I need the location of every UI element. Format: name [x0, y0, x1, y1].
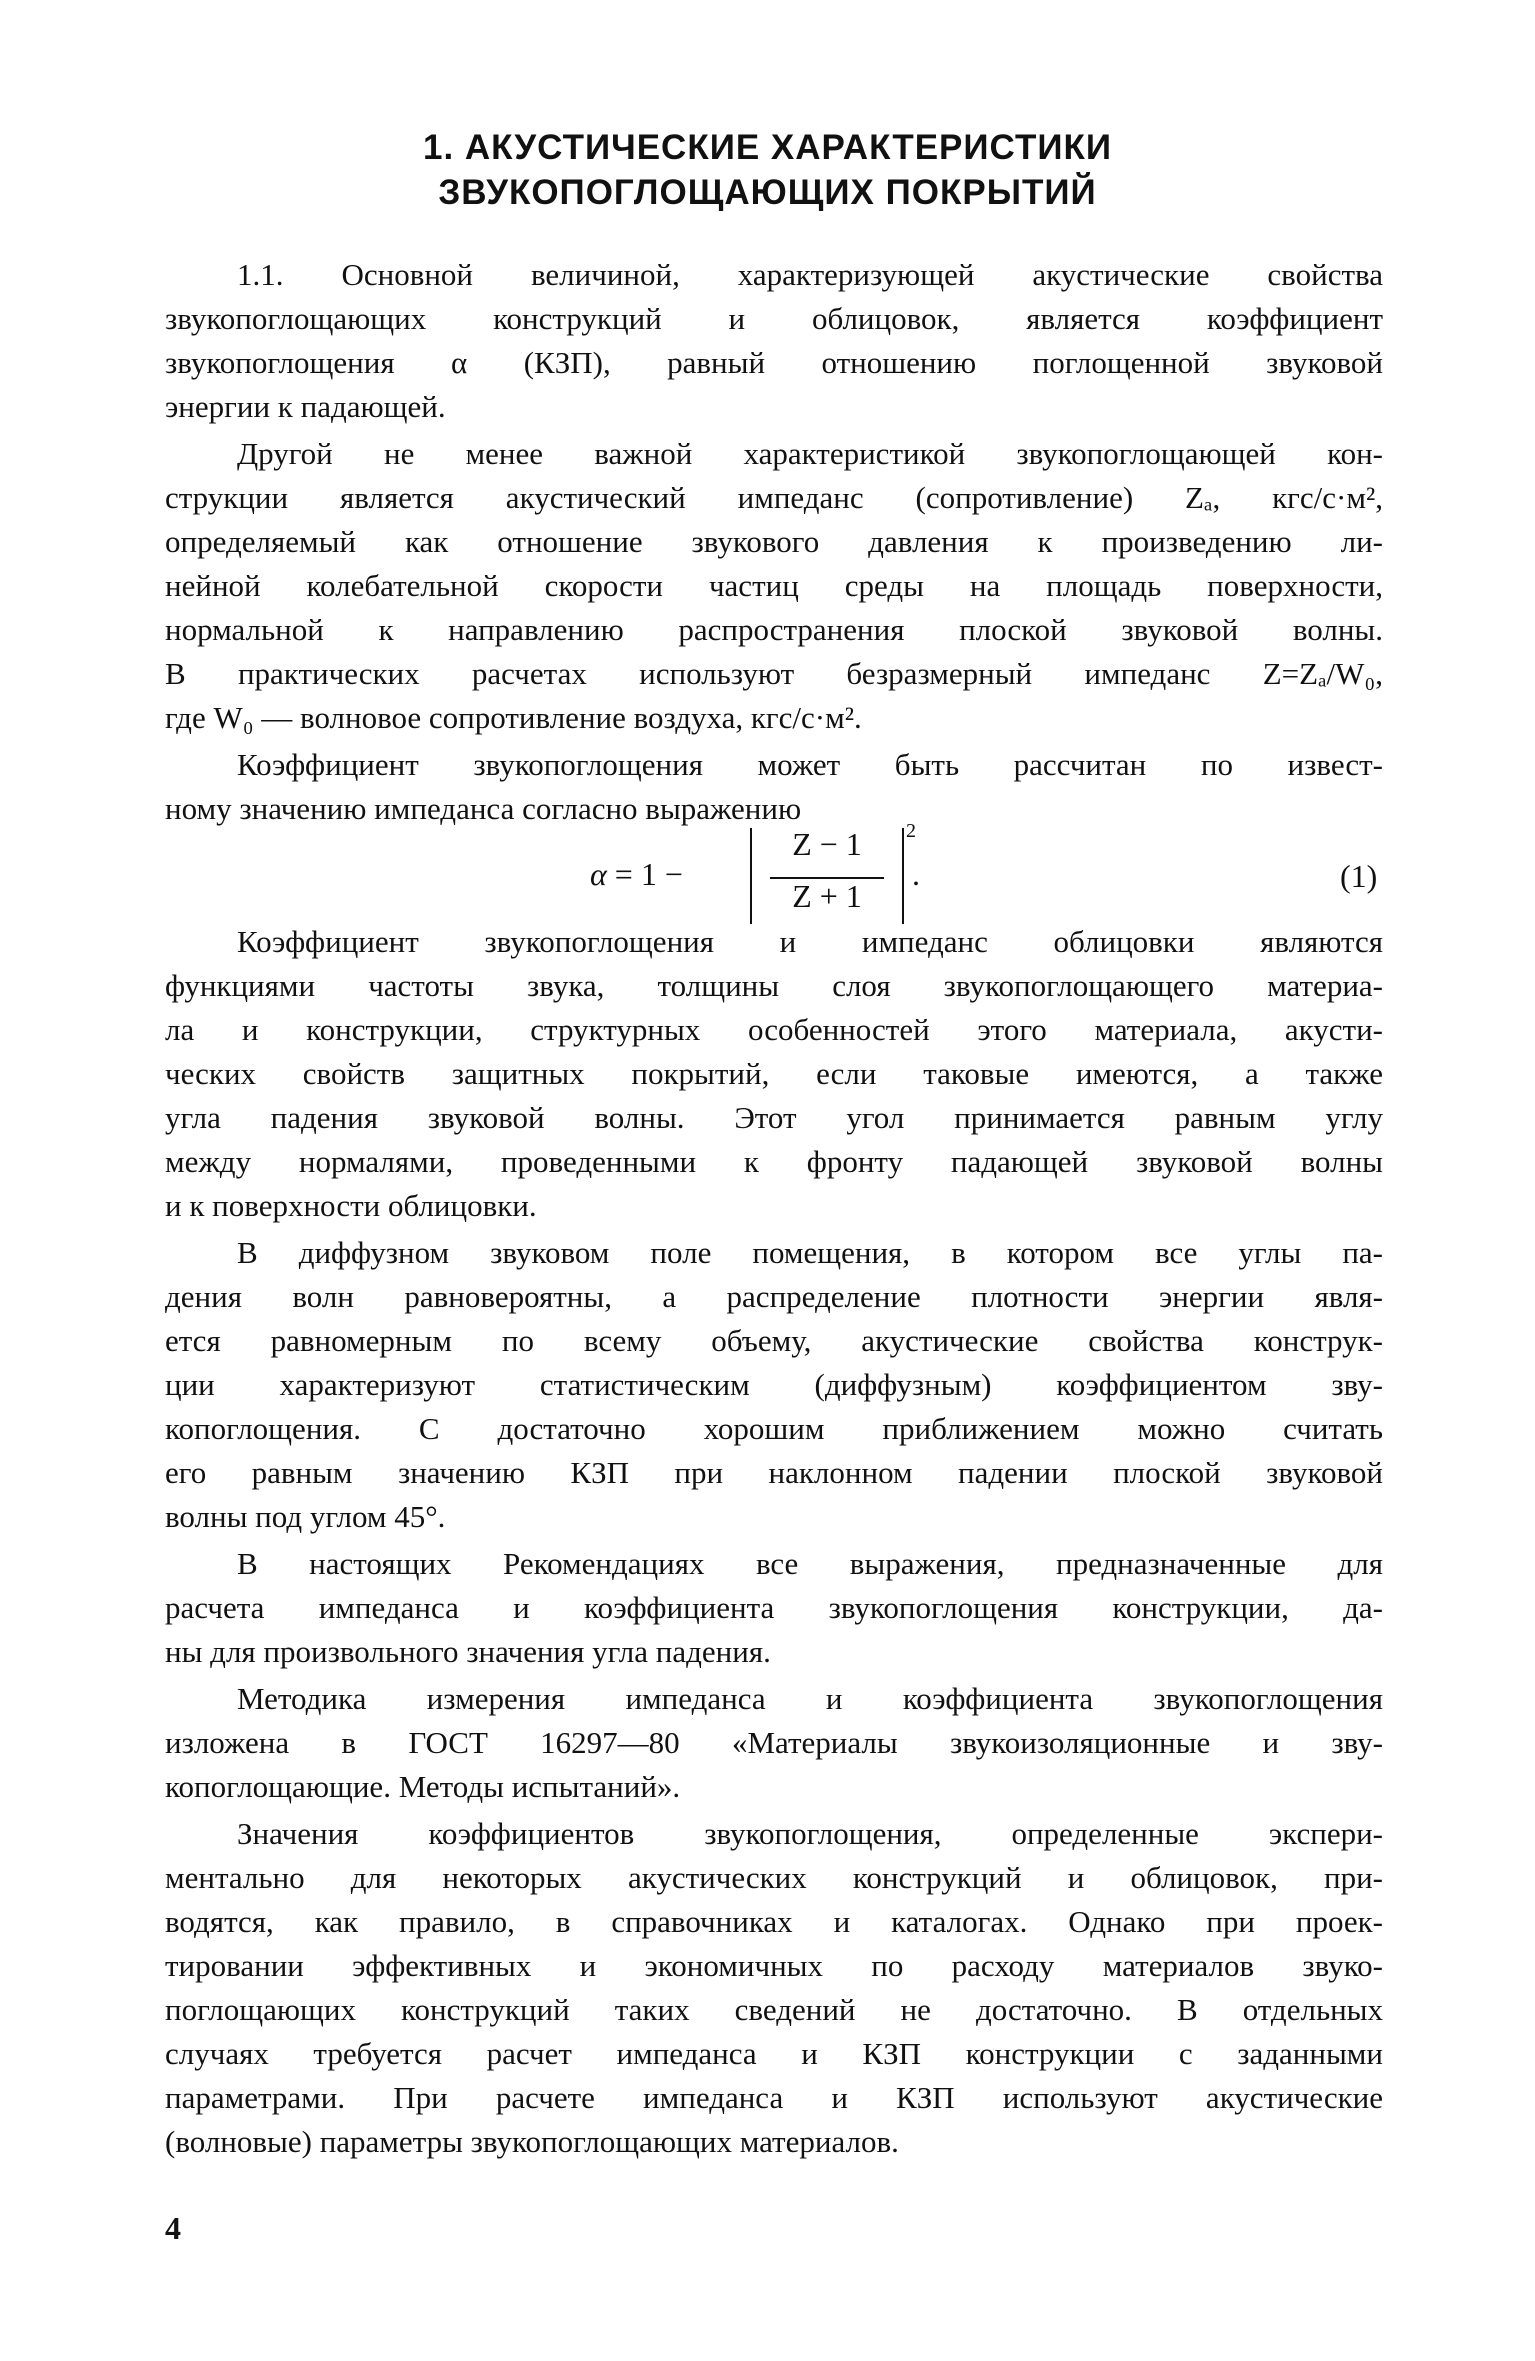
formula-lhs: = 1 −: [606, 856, 683, 892]
text-line: и к поверхности облицовки.: [165, 1188, 537, 1223]
text-line: В диффузном звуковом поле помещения, в котором все углы па-: [237, 1235, 1383, 1270]
paragraph: [165, 1542, 1383, 1674]
text-line: Коэффициент звукопоглощения и импеданс облицовки являются: [237, 924, 1383, 959]
text-line: ментально для некоторых акустических конструкций и облицовок, при-: [165, 1860, 1383, 1895]
text-line: нейной колебательной скорости частиц среды на площадь поверхности,: [165, 568, 1383, 603]
text-line: Коэффициент звукопоглощения может быть рассчитан по извест-: [237, 747, 1383, 782]
body-text-before-formula: [165, 253, 1383, 834]
text-line: тировании эффективных и экономичных по расходу материалов звуко-: [165, 1948, 1383, 1983]
text-line: ны для произвольного значения угла падения.: [165, 1634, 771, 1669]
text-line: водятся, как правило, в справочниках и каталогах. Однако при проек-: [165, 1904, 1383, 1939]
text-line: В практических расчетах используют безразмерный импеданс Z=Zₐ/W₀,: [165, 656, 1383, 691]
text-line: его равным значению КЗП при наклонном падении плоской звуковой: [165, 1455, 1383, 1490]
body-text-after-formula: [165, 920, 1383, 2167]
text-line: ному значению импеданса согласно выражению: [165, 791, 802, 826]
text-line: ческих свойств защитных покрытий, если таковые имеются, а также: [165, 1056, 1383, 1091]
formula-exponent: 2: [906, 820, 916, 842]
section-heading-line-1: 1. АКУСТИЧЕСКИЕ ХАРАКТЕРИСТИКИ: [422, 128, 1113, 167]
text-line: расчета импеданса и коэффициента звукопоглощения конструкции, да-: [165, 1590, 1383, 1625]
text-line: 1.1. Основной величиной, характеризующей акустические свойства: [237, 257, 1383, 292]
text-line: Другой не менее важной характеристикой звукопоглощающей кон-: [237, 436, 1383, 471]
text-line: (волновые) параметры звукопоглощающих материалов.: [165, 2124, 899, 2159]
page-number: 4: [165, 2210, 181, 2246]
formula-period: .: [912, 856, 920, 892]
text-line: ции характеризуют статистическим (диффузным) коэффициентом зву-: [165, 1367, 1383, 1402]
paragraph: [165, 432, 1383, 740]
text-line: поглощающих конструкций таких сведений не достаточно. В отдельных: [165, 1992, 1383, 2027]
text-line: угла падения звуковой волны. Этот угол принимается равным углу: [165, 1100, 1383, 1135]
section-heading-line-2: ЗВУКОПОГЛОЩАЮЩИХ ПОКРЫТИЙ: [438, 173, 1097, 212]
formula-numerator: Z − 1: [792, 826, 862, 862]
text-line: копоглощающие. Методы испытаний».: [165, 1769, 681, 1804]
text-line: нормальной к направлению распространения плоской звуковой волны.: [165, 612, 1383, 647]
text-line: звукопоглощающих конструкций и облицовок, является коэффициент: [165, 301, 1383, 336]
paragraph: [165, 743, 1383, 831]
text-line: ется равномерным по всему объему, акустические свойства конструк-: [165, 1323, 1383, 1358]
text-line: энергии к падающей.: [165, 389, 446, 424]
text-line: Методика измерения импеданса и коэффициента звукопоглощения: [237, 1681, 1383, 1716]
text-line: копоглощения. С достаточно хорошим приближением можно считать: [165, 1411, 1383, 1446]
text-line: ла и конструкции, структурных особенностей этого материала, акусти-: [165, 1012, 1383, 1047]
text-line: изложена в ГОСТ 16297—80 «Материалы звукоизоляционные и зву-: [165, 1725, 1383, 1760]
text-line: параметрами. При расчете импеданса и КЗП используют акустические: [165, 2080, 1383, 2115]
text-line: В настоящих Рекомендациях все выражения, предназначенные для: [237, 1546, 1383, 1581]
formula-1: [0, 820, 1535, 930]
formula-denominator: Z + 1: [792, 878, 862, 914]
paragraph: [165, 253, 1383, 429]
equation-number: (1): [1340, 858, 1378, 894]
text-line: случаях требуется расчет импеданса и КЗП конструкции с заданными: [165, 2036, 1383, 2071]
text-line: функциями частоты звука, толщины слоя звукопоглощающего материа-: [165, 968, 1383, 1003]
text-line: звукопоглощения α (КЗП), равный отношению поглощенной звуковой: [165, 345, 1383, 380]
paragraph: [165, 1812, 1383, 2164]
paragraph: [165, 920, 1383, 1228]
text-line: Значения коэффициентов звукопоглощения, определенные экспери-: [237, 1816, 1383, 1851]
text-line: дения волн равновероятны, а распределение плотности энергии явля-: [165, 1279, 1383, 1314]
formula-alpha: α: [590, 856, 607, 892]
text-line: где W₀ — волновое сопротивление воздуха, кгс/с·м².: [165, 700, 862, 735]
text-line: определяемый как отношение звукового давления к произведению ли-: [165, 524, 1383, 559]
text-line: волны под углом 45°.: [165, 1499, 446, 1534]
paragraph: [165, 1231, 1383, 1539]
text-line: струкции является акустический импеданс (сопротивление) Zₐ, кгс/с·м²,: [165, 480, 1383, 515]
paragraph: [165, 1677, 1383, 1809]
text-line: между нормалями, проведенными к фронту падающей звуковой волны: [165, 1144, 1383, 1179]
formula-abs-fraction: [750, 828, 904, 924]
